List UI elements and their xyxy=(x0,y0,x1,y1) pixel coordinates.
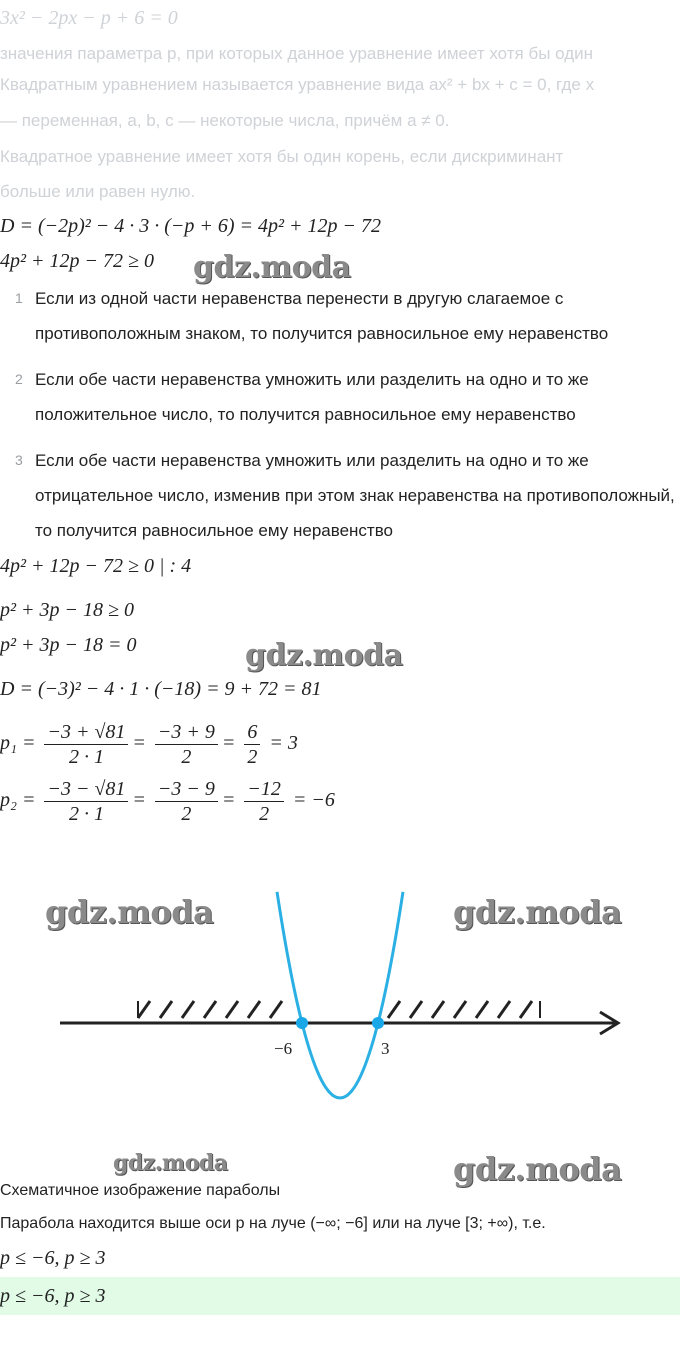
numerator: −3 − √81 xyxy=(44,777,128,802)
hatch-left xyxy=(138,1001,282,1018)
equation: 3x² − 2px − p + 6 = 0 xyxy=(0,7,178,29)
rule-text: Если обе части неравенства умножить или разделить на одно и то же положительное число, то получится равносильное ему неравенство xyxy=(35,370,589,424)
rule-number: 3 xyxy=(15,452,23,468)
rule-number: 1 xyxy=(15,290,23,306)
watermark: gdz.moda xyxy=(453,1150,622,1188)
root-point-left xyxy=(296,1017,308,1029)
denominator: 2 · 1 xyxy=(68,746,104,768)
watermark: gdz.moda xyxy=(45,893,214,931)
numerator: −12 xyxy=(244,777,284,802)
root-label-left: −6 xyxy=(274,1039,293,1058)
fraction xyxy=(155,777,218,821)
root-p1: p₁ = $\frac{-3 + √81}{2 \cdot 1}$ = $\frac{-3 + 9}{2}$ = $\frac{6}{2}$ = 3 xyxy=(0,721,298,768)
denominator: 2 xyxy=(247,746,258,768)
denominator: 2 xyxy=(181,803,192,821)
fraction xyxy=(44,777,128,821)
denominator: 2 xyxy=(181,746,192,768)
discriminant-2: D = (−3)² − 4 · 1 · (−18) = 9 + 72 = 81 xyxy=(0,678,322,700)
root-point-right xyxy=(372,1017,384,1029)
fraction xyxy=(155,720,218,769)
inequality-line: 4p² + 12p − 72 ≥ 0 xyxy=(0,250,154,272)
numerator: −3 + √81 xyxy=(44,720,128,745)
numerator: 6 xyxy=(244,720,260,745)
root-p2: p₂ = $\frac{-3 - √81}{2 \cdot 1}$ = $\frac{-3 - 9}{2}$ = $\frac{-12}{2}$ = −6 xyxy=(0,777,335,821)
denominator: 2 · 1 xyxy=(68,803,104,821)
root-result: = 3 xyxy=(269,732,298,755)
rule-text: Если обе части неравенства умножить или разделить на одно и то же отрицательное число, изменив при этом знак неравенства на противоположный, то получится равносильное ему неравенство xyxy=(35,451,675,540)
numerator: −3 + 9 xyxy=(155,720,218,745)
step-equation: p² + 3p − 18 = 0 xyxy=(0,634,137,656)
root-label-right: 3 xyxy=(381,1039,390,1058)
condition-line-2: больше или равен нулю. xyxy=(0,182,196,201)
answer-box xyxy=(0,1277,680,1315)
fraction xyxy=(244,720,260,769)
step-reduced: p² + 3p − 18 ≥ 0 xyxy=(0,599,134,621)
condition-line-1: Квадратное уравнение имеет хотя бы один корень, если дискриминант xyxy=(0,147,564,166)
root-result: = −6 xyxy=(292,789,335,812)
answer-text: p ≤ −6, p ≥ 3 xyxy=(0,1285,106,1307)
discriminant-line: D = (−2p)² − 4 · 3 · (−p + 6) = 4p² + 12p − 72 xyxy=(0,215,382,237)
result-line: p ≤ −6, p ≥ 3 xyxy=(0,1247,106,1269)
definition-line-1: Квадратным уравнением называется уравнение вида ax² + bx + c = 0, где x xyxy=(0,75,595,94)
watermark: gdz.moda xyxy=(453,893,622,931)
fraction xyxy=(44,720,128,769)
watermark: gdz.moda xyxy=(245,638,403,673)
fraction xyxy=(244,777,284,821)
denominator: 2 xyxy=(259,803,270,821)
watermark: gdz.moda xyxy=(113,1150,228,1176)
rule-text: Если из одной части неравенства перенести в другую слагаемое с противоположным знаком, то получится равносильное ему неравенство xyxy=(35,289,609,343)
root-label: p₂ = xyxy=(0,789,36,812)
definition-line-2: — переменная, a, b, c — некоторые числа, причём a ≠ 0. xyxy=(0,111,450,130)
numerator: −3 − 9 xyxy=(155,777,218,802)
conclusion-text: Парабола находится выше оси p на луче (−∞; −6] или на луче [3; +∞), т.е. xyxy=(0,1215,546,1232)
task-text: значения параметра p, при которых данное уравнение имеет хотя бы один xyxy=(0,44,594,63)
graph-caption: Схематичное изображение параболы xyxy=(0,1182,281,1199)
step-divide: 4p² + 12p − 72 ≥ 0 | : 4 xyxy=(0,555,192,577)
hatch-right xyxy=(388,1001,540,1018)
watermark: gdz.moda xyxy=(193,250,351,285)
rule-number: 2 xyxy=(15,371,23,387)
root-label: p₁ = xyxy=(0,732,36,755)
parabola-curve xyxy=(277,892,403,1098)
